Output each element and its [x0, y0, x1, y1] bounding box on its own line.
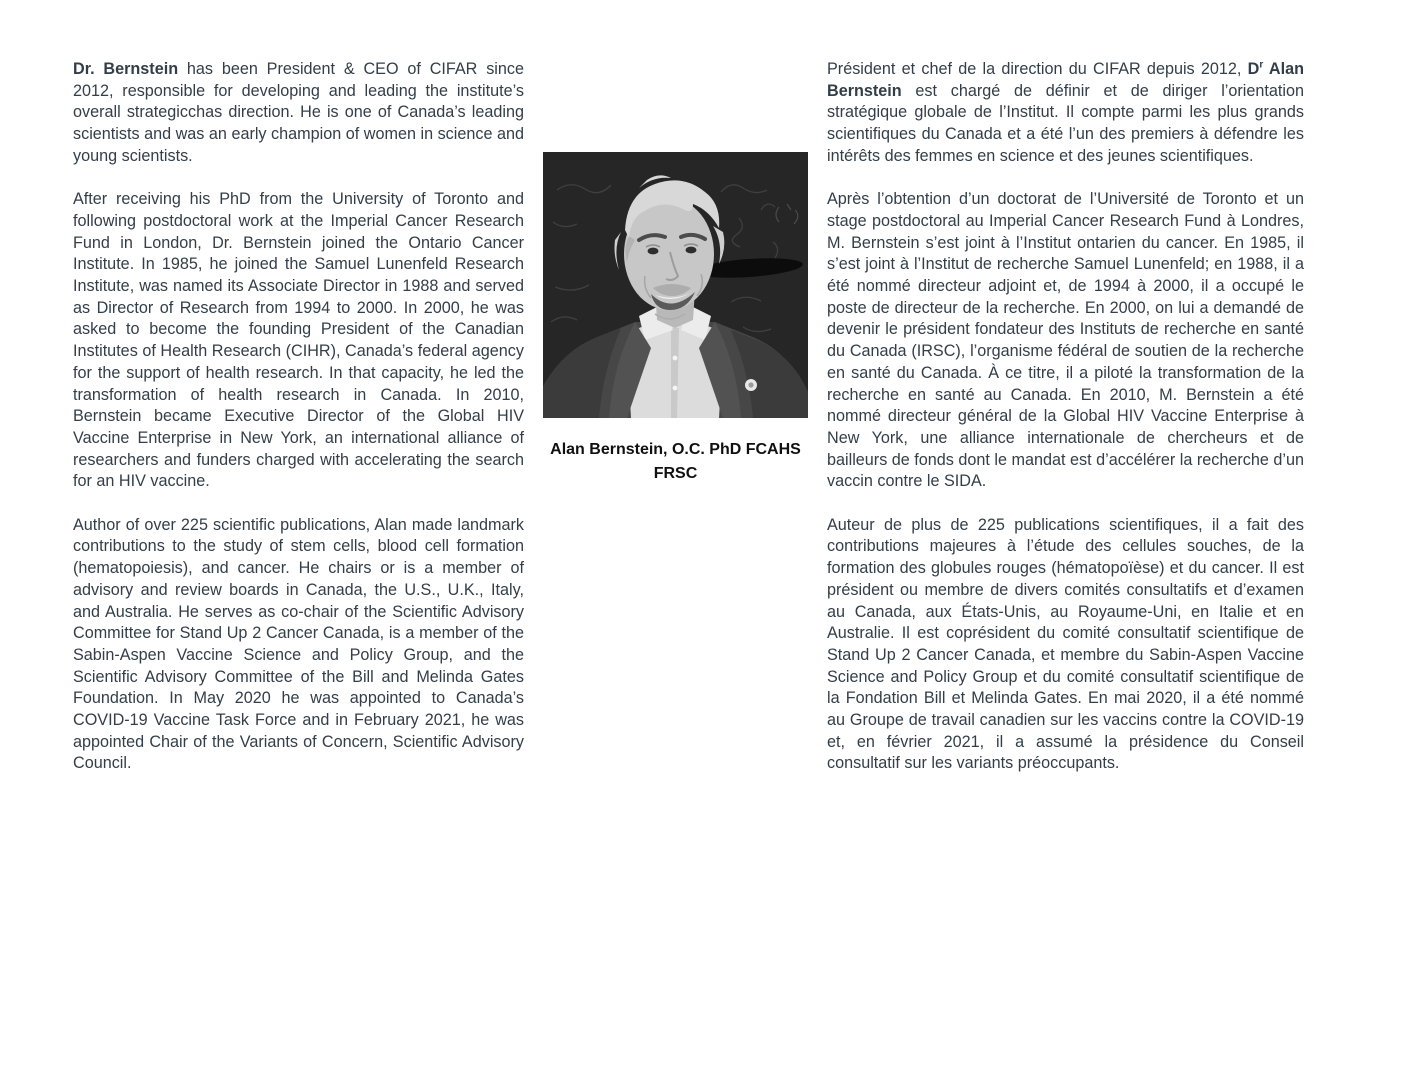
photo-caption-line2: FRSC	[653, 465, 698, 482]
photo-caption	[528, 438, 823, 486]
paragraph: Dr. Bernstein has been President & CEO of CIFAR since 2012, responsible for developing and leading the institute’s overall strategicchas direction. He is one of Canada’s leading scientists and was an early champion of women in science and young scientists.	[73, 60, 524, 165]
paragraph: Après l’obtention d’un doctorat de l’Université de Toronto et un stage postdoctoral au Imperial Cancer Research Fund à Londres, M. Bernstein s’est joint à l’Institut ontarien du cancer. En 1985, il s’est joint à l’Institut de recherche Samuel Lunenfeld; en 1988, il a été nommé directeur adjoint et, de 1994 à 2000, il a occupé le poste de directeur de la recherche. En 2000, on lui a demandé de devenir le président fondateur des Instituts de recherche en santé du Canada (IRSC), l’organisme fédéral de soutien de la recherche en santé du Canada. À ce titre, il a piloté la transformation de la recherche en santé au Canada. En 2010, M. Bernstein a été nommé directeur général de la Global HIV Vaccine Enterprise à New York, une alliance internationale de chercheurs et de bailleurs de fonds dont le mandat est d’accélérer la recherche d’un vaccin contre le SIDA.	[827, 190, 1304, 491]
portrait-photo-illustration	[543, 152, 808, 418]
portrait-photo	[543, 152, 808, 418]
paragraph: After receiving his PhD from the University of Toronto and following postdoctoral work at the Imperial Cancer Research Fund in London, Dr. Bernstein joined the Ontario Cancer Institute. In 1985, he joined the Samuel Lunenfeld Research Institute, was named its Associate Director in 1988 and served as Director of Research from 1994 to 2000. In 2000, he was asked to become the founding President of the Canadian Institutes of Health Research (CIHR), Canada’s federal agency for the support of health research. In that capacity, he led the transformation of health research in Canada. In 2010, Bernstein became Executive Director of the Global HIV Vaccine Enterprise in New York, an international alliance of researchers and funders charged with accelerating the search for an HIV vaccine.	[73, 190, 524, 491]
english-column	[73, 59, 524, 797]
photo-caption-line1: Alan Bernstein, O.C. PhD FCAHS	[550, 441, 801, 458]
paragraph: Président et chef de la direction du CIFAR depuis 2012, $D^r$ Alan Bernstein est chargé de définir et de diriger l’orientation stratégique globale de l’Institut. Il compte parmi les plus grands scientifiques du Canada et a été l’un des premiers à défendre les intérêts des femmes en science et des jeunes scientifiques.	[827, 59, 1304, 165]
paragraph: Author of over 225 scientific publications, Alan made landmark contributions to the study of stem cells, blood cell formation (hematopoiesis), and cancer. He chairs or is a member of advisory and review boards in Canada, the U.S., U.K., Italy, and Australia. He serves as co-chair of the Scientific Advisory Committee for Stand Up 2 Cancer Canada, is a member of the Sabin-Aspen Vaccine Science and Policy Group, and the Scientific Advisory Committee of the Bill and Melinda Gates Foundation. In May 2020 he was appointed to Canada’s COVID-19 Vaccine Task Force and in February 2021, he was appointed Chair of the Variants of Concern, Scientific Advisory Council.	[73, 515, 524, 773]
paragraph: Auteur de plus de 225 publications scientifiques, il a fait des contributions majeures à l’étude des cellules souches, de la formation des globules rouges (hématopoïèse) et du cancer. Il est président ou membre de divers comités consultatifs et d’examen au Canada, aux États-Unis, au Royaume-Uni, en Italie et en Australie. Il est coprésident du comité consultatif scientifique de Stand Up 2 Cancer Canada, et membre du Sabin-Aspen Vaccine Science and Policy Group et du comité consultatif scientifique de la Fondation Bill et Melinda Gates. En mai 2020, il a été nommé au Groupe de travail canadien sur les vaccins contre la COVID-19 et, en février 2021, il a assumé la présidence du Conseil consultatif sur les variants préoccupants.	[827, 515, 1304, 773]
french-column	[827, 59, 1304, 797]
